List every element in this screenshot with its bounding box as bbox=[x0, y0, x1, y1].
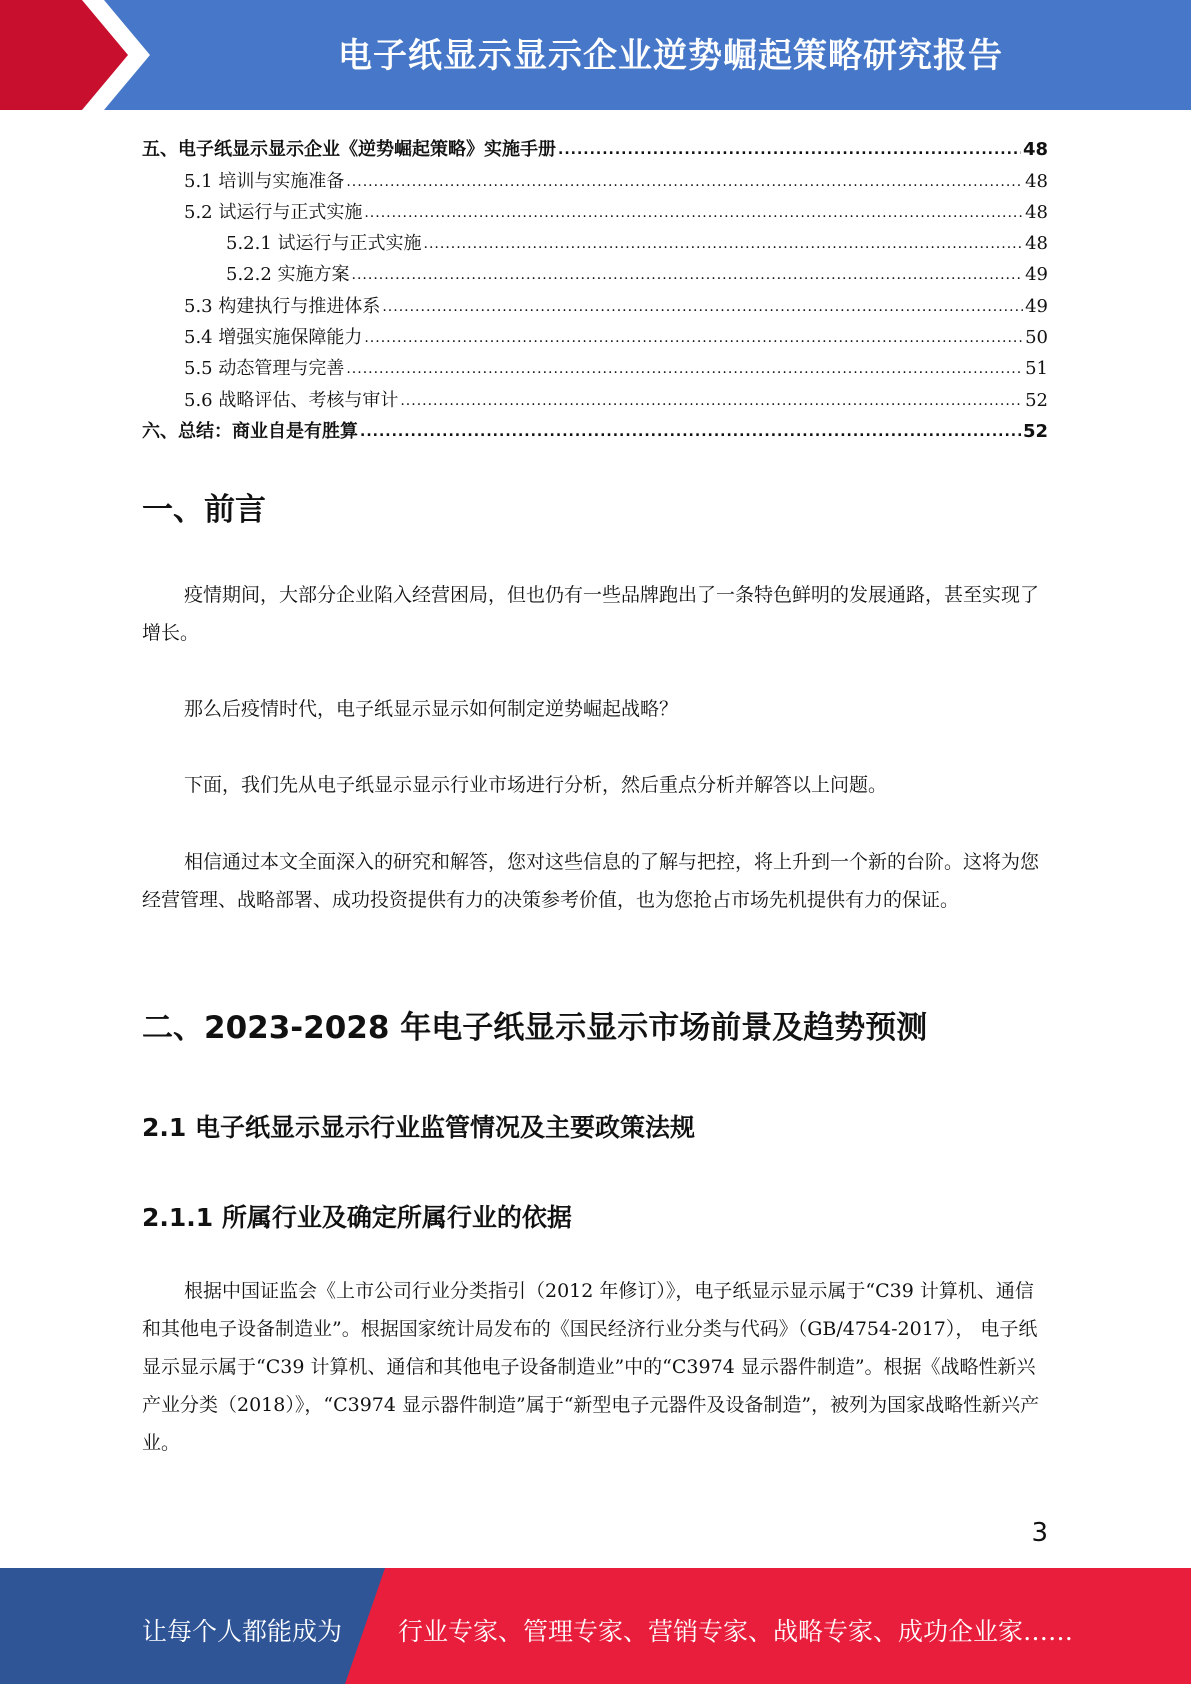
body-paragraph: 那么后疫情时代，电子纸显示显示如何制定逆势崛起战略？ bbox=[184, 698, 679, 720]
toc-leader-dots bbox=[346, 173, 1023, 191]
toc-entry-label: 5.2.2 实施方案 bbox=[226, 264, 350, 286]
page-footer bbox=[0, 1568, 1191, 1684]
toc-entry[interactable] bbox=[142, 318, 1048, 349]
toc-entry-page: 51 bbox=[1025, 358, 1048, 380]
page-number: 3 bbox=[1031, 1518, 1048, 1548]
toc-entry-label: 五、电子纸显示显示企业《逆势崛起策略》实施手册 bbox=[142, 139, 556, 161]
body-paragraph: 下面，我们先从电子纸显示显示行业市场进行分析，然后重点分析并解答以上问题。 bbox=[184, 774, 888, 796]
toc-entry[interactable] bbox=[142, 380, 1048, 411]
toc-leader-dots bbox=[352, 266, 1024, 284]
toc-entry[interactable] bbox=[142, 224, 1048, 255]
toc-leader-dots bbox=[382, 298, 1023, 316]
toc-entry-label: 5.3 构建执行与推进体系 bbox=[184, 295, 381, 317]
body-paragraph: 根据中国证监会《上市公司行业分类指引（2012 年修订）》，电子纸显示显示属于“C39 计算机、通信和其他电子设备制造业”。根据国家统计局发布的《国民经济行业分类与代码》（GB/4754-2017）， 电子纸显示显示属于“C39 计算机、通信和其他电子设备制造业”中的“C3974 显示器件制造”。根据《战略性新兴产业分类（2018）》，“C3974 显示器件制造”属于“新型电子元器件及设备制造”，被列为国家战略性新兴产业。 bbox=[142, 1280, 1040, 1454]
toc-leader-dots bbox=[558, 141, 1021, 159]
footer-slogan-right: 行业专家、管理专家、营销专家、战略专家、成功企业家…… bbox=[398, 1617, 1074, 1646]
toc-entry[interactable] bbox=[142, 286, 1048, 317]
subsection-heading: 2.1.1 所属行业及确定所属行业的依据 bbox=[142, 1203, 572, 1232]
toc-entry-page: 48 bbox=[1025, 170, 1048, 192]
toc-entry-label: 5.1 培训与实施准备 bbox=[184, 170, 345, 192]
toc-entry-label: 5.2.1 试运行与正式实施 bbox=[226, 233, 422, 255]
report-title: 电子纸显示显示企业逆势崛起策略研究报告 bbox=[338, 36, 1003, 76]
toc-leader-dots bbox=[364, 204, 1023, 222]
toc-leader-dots bbox=[360, 423, 1021, 441]
toc-entry-label: 5.6 战略评估、考核与审计 bbox=[184, 389, 399, 411]
section-heading-market-outlook: 二、2023-2028 年电子纸显示显示市场前景及趋势预测 bbox=[142, 1010, 928, 1046]
toc-entry[interactable] bbox=[142, 161, 1048, 192]
toc-leader-dots bbox=[364, 329, 1023, 347]
toc-entry[interactable] bbox=[142, 412, 1048, 443]
toc-entry-page: 52 bbox=[1025, 389, 1048, 411]
body-paragraph: 疫情期间，大部分企业陷入经营困局，但也仍有一些品牌跑出了一条特色鲜明的发展通路，甚至实现了增长。 bbox=[142, 584, 1040, 644]
body-paragraph: 相信通过本文全面深入的研究和解答，您对这些信息的了解与把控，将上升到一个新的台阶。这将为您经营管理、战略部署、成功投资提供有力的决策参考价值，也为您抢占市场先机提供有力的保证。 bbox=[142, 851, 1040, 911]
footer-slogan-left: 让每个人都能成为 bbox=[142, 1617, 343, 1646]
toc-entry-page: 50 bbox=[1025, 327, 1048, 349]
toc-entry-page: 49 bbox=[1025, 295, 1048, 317]
table-of-contents bbox=[142, 130, 1048, 443]
page-header bbox=[0, 0, 1191, 110]
toc-entry-page: 48 bbox=[1022, 139, 1048, 161]
section-heading-preface: 一、前言 bbox=[142, 492, 266, 528]
toc-entry-page: 48 bbox=[1025, 233, 1048, 255]
toc-entry-label: 六、总结：商业自是有胜算 bbox=[142, 420, 358, 442]
toc-entry[interactable] bbox=[142, 130, 1048, 161]
toc-leader-dots bbox=[400, 392, 1023, 410]
toc-entry-page: 52 bbox=[1022, 420, 1048, 442]
toc-entry[interactable] bbox=[142, 255, 1048, 286]
toc-entry[interactable] bbox=[142, 193, 1048, 224]
toc-entry-page: 49 bbox=[1025, 264, 1048, 286]
toc-leader-dots bbox=[424, 235, 1024, 253]
toc-entry-label: 5.2 试运行与正式实施 bbox=[184, 201, 363, 223]
toc-leader-dots bbox=[346, 360, 1023, 378]
toc-entry-page: 48 bbox=[1025, 201, 1048, 223]
subsection-heading: 2.1 电子纸显示显示行业监管情况及主要政策法规 bbox=[142, 1113, 695, 1142]
toc-entry-label: 5.5 动态管理与完善 bbox=[184, 358, 345, 380]
toc-entry[interactable] bbox=[142, 349, 1048, 380]
toc-entry-label: 5.4 增强实施保障能力 bbox=[184, 327, 363, 349]
